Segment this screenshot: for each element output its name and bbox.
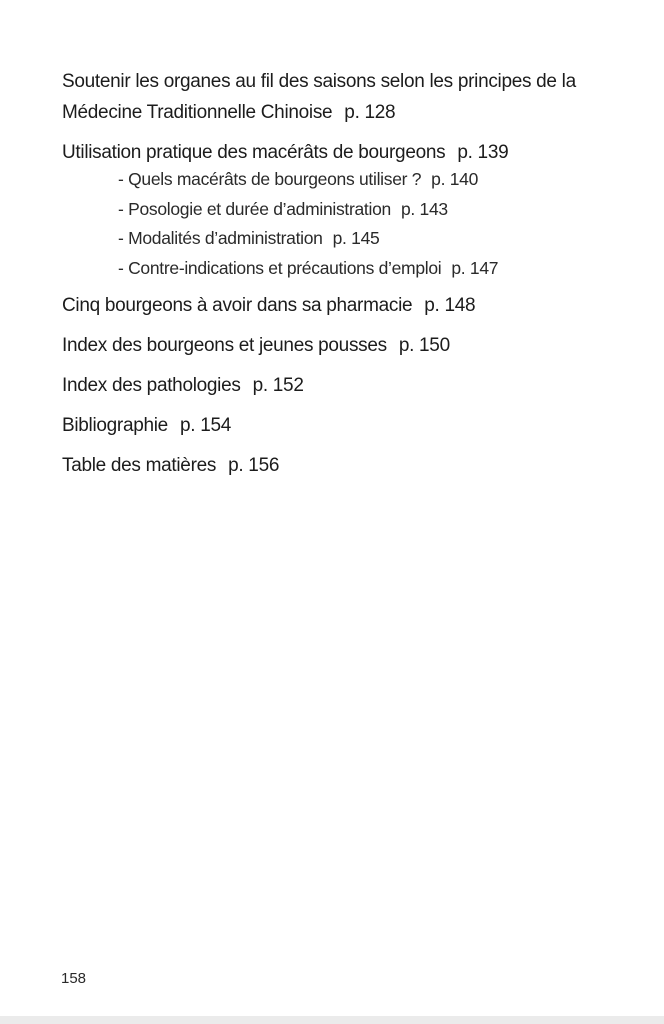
toc-subentry-title: - Contre-indications et précautions d’emploi bbox=[118, 257, 442, 278]
toc-subentries bbox=[62, 165, 622, 283]
page-bottom-edge bbox=[0, 1016, 664, 1024]
page-number: 158 bbox=[61, 970, 87, 987]
toc-entry-page: p. 128 bbox=[344, 102, 396, 123]
toc-subentry-page: p. 143 bbox=[400, 198, 448, 219]
toc-subentry-page: p. 147 bbox=[451, 257, 499, 278]
toc-entry bbox=[62, 137, 622, 168]
toc-subentry bbox=[118, 195, 622, 225]
toc-entry-title: Cinq bourgeons à avoir dans sa pharmacie bbox=[62, 295, 413, 316]
toc-entry-title: Table des matières bbox=[62, 455, 217, 476]
toc-entry-title: Index des pathologies bbox=[62, 375, 241, 396]
toc-entry bbox=[62, 370, 622, 401]
toc-subentry bbox=[118, 224, 622, 254]
toc-entry-page: p. 148 bbox=[424, 295, 476, 316]
toc-subentry-page: p. 145 bbox=[332, 228, 380, 248]
toc-entry bbox=[62, 450, 622, 481]
toc-entry-title: Soutenir les organes au fil des saisons selon les principes de la Médecine Traditionnelle Chinoise bbox=[62, 71, 576, 123]
toc-subentry-title: - Modalités d’administration bbox=[118, 228, 323, 248]
toc-entry bbox=[62, 290, 622, 321]
toc-entry-title: Index des bourgeons et jeunes pousses bbox=[62, 335, 387, 356]
toc-entry-page: p. 154 bbox=[179, 415, 231, 436]
toc-entry bbox=[62, 330, 622, 361]
toc-subentry-page: p. 140 bbox=[431, 169, 479, 189]
toc-entry-page: p. 150 bbox=[398, 335, 450, 356]
toc-entry-title: Bibliographie bbox=[62, 415, 168, 436]
toc-entry bbox=[62, 66, 622, 128]
toc-entry-page: p. 139 bbox=[457, 142, 509, 163]
toc-entry-page: p. 156 bbox=[228, 455, 280, 476]
toc-subentry-title: - Posologie et durée d’administration bbox=[118, 198, 391, 219]
toc-subentry bbox=[118, 165, 622, 195]
toc-entry-page: p. 152 bbox=[252, 375, 304, 396]
toc-entry-title: Utilisation pratique des macérâts de bourgeons bbox=[62, 142, 446, 163]
toc-entry bbox=[62, 410, 622, 441]
table-of-contents bbox=[62, 66, 622, 490]
toc-subentry-title: - Quels macérâts de bourgeons utiliser ? bbox=[118, 169, 422, 189]
toc-subentry bbox=[118, 254, 622, 284]
